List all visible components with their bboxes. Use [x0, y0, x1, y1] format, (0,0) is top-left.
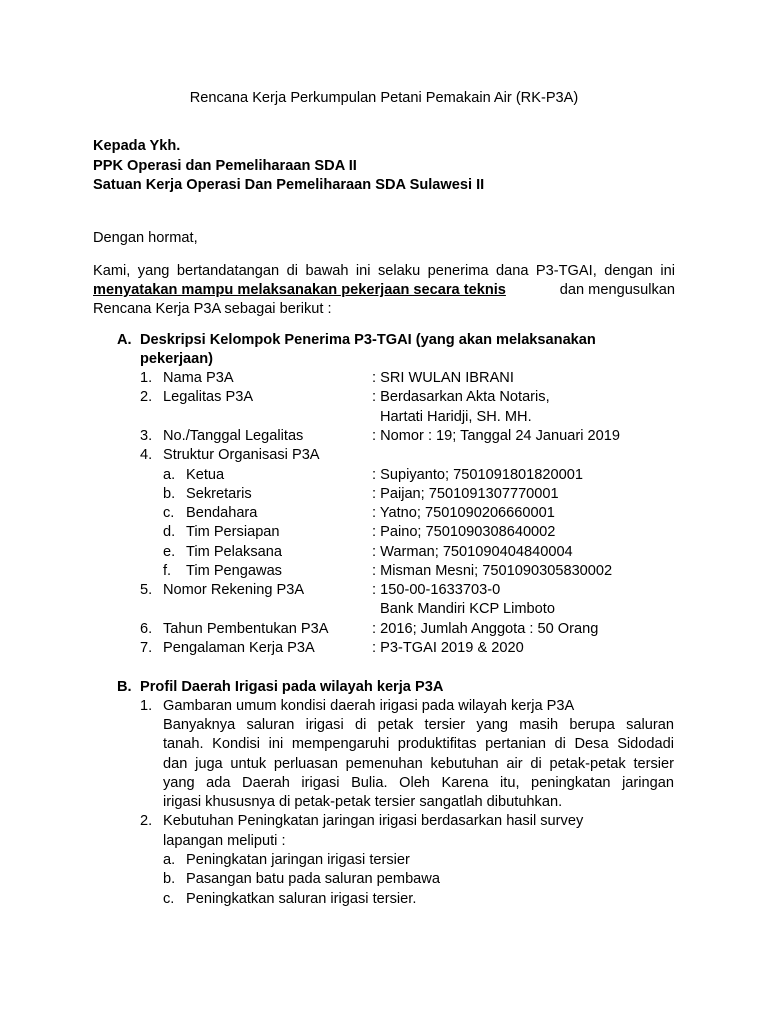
item-value: : SRI WULAN IBRANI [372, 370, 514, 386]
sub-label: Bendahara [186, 505, 258, 521]
sub-text: Pasangan batu pada saluran pembawa [186, 871, 440, 887]
item-title: Gambaran umum kondisi daerah irigasi pada wilayah kerja P3A [163, 698, 575, 714]
sub-text: Peningkatkan saluran irigasi tersier. [186, 891, 417, 907]
sub-label: Ketua [186, 467, 225, 483]
paragraph-line: yang ada Daerah irigasi Bulia. Oleh Karena itu, peningkatan jaringan [163, 775, 674, 791]
sub-value: : Paino; 7501090308640002 [372, 524, 556, 540]
recipient-line-3: Satuan Kerja Operasi Dan Pemeliharaan SDA Sulawesi II [93, 177, 485, 193]
document-title: Rencana Kerja Perkumpulan Petani Pemakain Air (RK-P3A) [189, 90, 579, 106]
intro-line-1: Kami, yang bertandatangan di bawah ini selaku penerima dana P3-TGAI, dengan ini [93, 263, 675, 279]
item-number: 6. [140, 621, 153, 637]
item-number: 5. [140, 582, 153, 598]
intro-line-2-rest: dan mengusulkan [559, 282, 675, 298]
sub-letter: c. [163, 505, 175, 521]
section-b-heading: Profil Daerah Irigasi pada wilayah kerja P3A [140, 679, 444, 695]
item-label: Nama P3A [163, 370, 234, 386]
sub-letter: a. [163, 852, 176, 868]
paragraph-line: Banyaknya saluran irigasi di petak tersier yang masih berupa saluran [163, 717, 674, 733]
intro-emphasis: menyatakan mampu melaksanakan pekerjaan secara teknis [93, 282, 506, 298]
sub-value: : Paijan; 7501091307770001 [372, 486, 559, 502]
sub-value: : Misman Mesni; 7501090305830002 [372, 563, 613, 579]
sub-letter: b. [163, 871, 176, 887]
sub-label: Tim Pengawas [186, 563, 282, 579]
item-number: 3. [140, 428, 153, 444]
sub-label: Tim Persiapan [186, 524, 280, 540]
item-number: 1. [140, 698, 153, 714]
paragraph-line: tanah. Kondisi ini mempengaruhi produktifitas pertanian di Desa Sidodadi [163, 736, 674, 752]
item-value-cont: Hartati Haridji, SH. MH. [380, 409, 532, 425]
item-number: 1. [140, 370, 153, 386]
item-value: : Berdasarkan Akta Notaris, [372, 389, 550, 405]
item-title-cont: lapangan meliputi : [163, 833, 286, 849]
item-number: 2. [140, 389, 153, 405]
section-a-letter: A. [117, 332, 132, 348]
sub-text: Peningkatan jaringan irigasi tersier [186, 852, 410, 868]
item-label: No./Tanggal Legalitas [163, 428, 304, 444]
sub-letter: f. [163, 563, 172, 579]
item-label: Pengalaman Kerja P3A [163, 640, 315, 656]
sub-letter: e. [163, 544, 176, 560]
sub-letter: a. [163, 467, 176, 483]
item-value: : 2016; Jumlah Anggota : 50 Orang [372, 621, 599, 637]
item-title: Kebutuhan Peningkatan jaringan irigasi berdasarkan hasil survey [163, 813, 584, 829]
item-value: : P3-TGAI 2019 & 2020 [372, 640, 524, 656]
item-value: : Nomor : 19; Tanggal 24 Januari 2019 [372, 428, 620, 444]
recipient-line-2: PPK Operasi dan Pemeliharaan SDA II [93, 158, 357, 174]
item-label: Nomor Rekening P3A [163, 582, 305, 598]
item-number: 4. [140, 447, 153, 463]
greeting: Dengan hormat, [93, 230, 198, 246]
item-label: Legalitas P3A [163, 389, 254, 405]
recipient-line-1: Kepada Ykh. [93, 138, 181, 154]
item-number: 7. [140, 640, 153, 656]
item-value: : 150-00-1633703-0 [372, 582, 501, 598]
sub-letter: d. [163, 524, 176, 540]
sub-value: : Supiyanto; 7501091801820001 [372, 467, 583, 483]
sub-letter: b. [163, 486, 176, 502]
item-label: Tahun Pembentukan P3A [163, 621, 329, 637]
paragraph-line-last: irigasi khususnya di petak-petak tersier sangatlah dibutuhkan. [163, 794, 563, 810]
intro-line-2 [93, 280, 675, 300]
sub-label: Sekretaris [186, 486, 252, 502]
sub-letter: c. [163, 891, 175, 907]
section-a-heading: Deskripsi Kelompok Penerima P3-TGAI (yang akan melaksanakan [140, 332, 596, 348]
paragraph-line: dan juga untuk perluasan pemenuhan kebutuhan air di petak-petak tersier [163, 756, 674, 772]
sub-value: : Yatno; 7501090206660001 [372, 505, 555, 521]
sub-value: : Warman; 7501090404840004 [372, 544, 573, 560]
item-value-cont: Bank Mandiri KCP Limboto [380, 601, 555, 617]
sub-label: Tim Pelaksana [186, 544, 282, 560]
section-b-letter: B. [117, 679, 132, 695]
item-number: 2. [140, 813, 153, 829]
section-a-heading-cont: pekerjaan) [140, 351, 214, 367]
item-label: Struktur Organisasi P3A [163, 447, 320, 463]
intro-line-3: Rencana Kerja P3A sebagai berikut : [93, 301, 332, 317]
